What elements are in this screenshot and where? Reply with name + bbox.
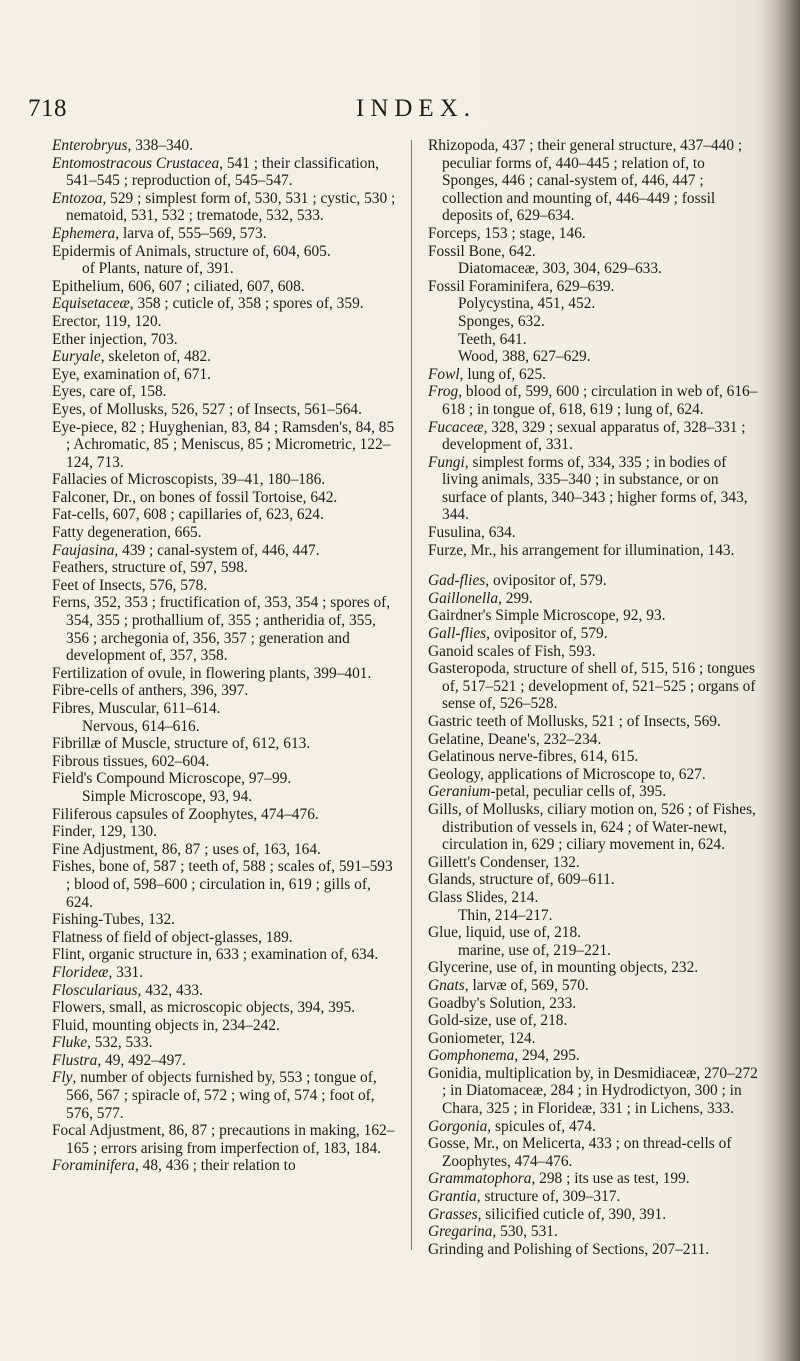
index-entry-heading: Gold-size, use of, 218. (428, 1012, 568, 1030)
index-entry-heading: Fibrous tissues, 602–604. (52, 752, 210, 770)
index-entry (52, 788, 396, 806)
index-entry-heading: Gregarina (428, 1223, 493, 1241)
index-entry (52, 295, 396, 313)
index-entry (428, 660, 764, 713)
index-entry-heading: Flowers, small, as microscopic objects, 394, 395. (52, 999, 356, 1017)
index-entry (52, 999, 396, 1017)
index-entry (52, 190, 396, 225)
index-entry-heading: Feet of Insects, 576, 578. (52, 576, 208, 594)
index-entry (428, 1223, 764, 1241)
index-entry (428, 366, 764, 384)
index-entry-heading: Fishing-Tubes, 132. (52, 911, 176, 929)
index-entry (428, 643, 764, 661)
index-entry-heading: marine, use of, 219–221. (458, 941, 612, 959)
index-entry-heading: Flint, organic structure in, 633 ; examination of, 634. (52, 946, 379, 964)
index-entry-heading: Rhizopoda, 437 ; their general structure, 437–440 ; peculiar forms of, 440–445 ; relation of, to Sponges, 446 ; canal-system of, 446, 447 ; collection and mounting of, 446–449 ; fossil deposits of, 629–634. (428, 137, 743, 225)
index-entry (428, 524, 764, 542)
index-entry-heading: Gastric teeth of Mollusks, 521 ; of Insects, 569. (428, 713, 721, 730)
index-entry (428, 1065, 764, 1118)
index-entry (52, 524, 396, 542)
index-entry-references: , simplest forms of, 334, 335 ; in bodies of living animals, 335–340 ; in substance, or on surface of plants, 340–343 ; higher forms of, 343, 344. (442, 453, 748, 524)
index-entry (428, 748, 764, 766)
index-entry-heading: Glass Slides, 214. (428, 888, 539, 906)
index-entry (52, 366, 396, 384)
index-entry (428, 942, 764, 960)
index-entry-heading: Gnats (428, 976, 465, 994)
index-entry-heading: Eyes, of Mollusks, 526, 527 ; of Insects, 561–564. (52, 400, 362, 418)
index-entry-heading: Grantia (428, 1188, 477, 1206)
index-entry (52, 665, 396, 683)
index-entry-heading: Gorgonia (428, 1117, 488, 1135)
index-entry (52, 1034, 396, 1052)
index-entry-heading: Gad-flies (428, 572, 486, 590)
index-entry (428, 419, 764, 454)
index-entry-heading: Entomostracous Crustacea (52, 154, 220, 172)
index-entry-heading: Forceps, 153 ; stage, 146. (428, 224, 586, 242)
index-entry-heading: Goadby's Solution, 233. (428, 994, 577, 1012)
index-entry (52, 489, 396, 507)
index-entry-heading: Gasteropoda, structure of shell of, 515, 516 ; tongues of, 517–521 ; development of, 521–525 ; organs of sense of, 526–528. (428, 660, 756, 713)
index-entry (52, 1017, 396, 1035)
index-entry-heading: of Plants, nature of, 391. (82, 260, 234, 278)
index-entry-heading: Gills, of Mollusks, ciliary motion on, 526 ; of Fishes, distribution of vessels in, 624 ; of Water-newt, circulation in, 629 ; ciliary movement in, 624. (428, 800, 756, 854)
index-entry (428, 1118, 764, 1136)
index-entry-heading: Gillett's Condenser, 132. (428, 853, 580, 871)
index-entry (52, 506, 396, 524)
index-entry-heading: Ganoid scales of Fish, 593. (428, 642, 596, 660)
index-column-left (52, 137, 396, 1175)
index-entry (52, 348, 396, 366)
index-entry-references: , 49, 492–497. (97, 1051, 186, 1069)
index-entry (52, 806, 396, 824)
index-entry-references: , ovipositor of, 579. (486, 625, 608, 643)
index-entry (52, 911, 396, 929)
index-entry (52, 155, 396, 190)
index-entry-references: , 299. (498, 589, 533, 607)
index-entry-references: , 298 ; its use as test, 199. (531, 1170, 690, 1188)
index-entry (52, 313, 396, 331)
index-entry-heading: Flustra (52, 1051, 98, 1069)
index-entry (428, 766, 764, 784)
index-entry-heading: Gelatinous nerve-fibres, 614, 615. (428, 748, 639, 766)
index-entry-heading: Ether injection, 703. (52, 330, 178, 348)
index-entry (428, 854, 764, 872)
index-entry-heading: Focal Adjustment, 86, 87 ; precautions in making, 162–165 ; errors arising from imperfection of, 183, 184. (52, 1122, 395, 1157)
index-entry-references: , larvæ of, 569, 570. (464, 976, 589, 994)
index-entry (428, 1241, 764, 1259)
index-entry-heading: Geranium (428, 783, 491, 801)
index-entry (52, 1052, 396, 1070)
index-entry-heading: Gelatine, Deane's, 232–234. (428, 730, 602, 748)
index-entry-heading: Fossil Bone, 642. (428, 242, 536, 260)
index-entry-heading: Entozoa (52, 189, 103, 207)
index-entry-references: , spicules of, 474. (487, 1117, 596, 1135)
index-entry-heading: Fertilization of ovule, in flowering plants, 399–401. (52, 664, 372, 682)
index-entry-heading: Wood, 388, 627–629. (458, 348, 591, 366)
index-entry-heading: Fallacies of Microscopists, 39–41, 180–186. (52, 471, 326, 489)
index-entry-heading: Simple Microscope, 93, 94. (82, 787, 253, 805)
index-entry-heading: Grinding and Polishing of Sections, 207–211. (428, 1240, 710, 1258)
index-entry (428, 331, 764, 349)
index-entry-references: , ovipositor of, 579. (485, 572, 607, 590)
index-entry-heading: Fowl (428, 365, 460, 383)
index-entry (52, 1122, 396, 1157)
index-entry (52, 278, 396, 296)
index-entry-heading: Fluke (52, 1034, 88, 1052)
index-entry (428, 607, 764, 625)
index-entry-heading: Eye-piece, 82 ; Huyghenian, 83, 84 ; Ramsden's, 84, 85 ; Achromatic, 85 ; Meniscus, 85 ; Micrometric, 122–124, 713. (52, 418, 395, 471)
index-entry (428, 995, 764, 1013)
index-entry (428, 1012, 764, 1030)
index-entry (428, 542, 764, 560)
index-entry (52, 559, 396, 577)
index-entry (52, 964, 396, 982)
index-entry (52, 1157, 396, 1175)
index-entry-references: , 439 ; canal-system of, 446, 447. (114, 541, 320, 559)
index-entry-heading: Fishes, bone of, 587 ; teeth of, 588 ; scales of, 591–593 ; blood of, 598–600 ; circulation in, 619 ; gills of, 624. (52, 858, 393, 911)
index-entry-heading: Polycystina, 451, 452. (458, 295, 596, 313)
index-entry-heading: Falconer, Dr., on bones of fossil Tortoise, 642. (52, 488, 338, 506)
index-entry (428, 801, 764, 854)
index-entry (52, 260, 396, 278)
index-entry-references: , lung of, 625. (459, 365, 546, 383)
index-entry (428, 295, 764, 313)
index-entry-heading: Gosse, Mr., on Melicerta, 433 ; on thread-cells of Zoophytes, 474–476. (428, 1135, 732, 1170)
page-number: 718 (28, 95, 67, 122)
index-entry-heading: Equisetaceæ (52, 295, 130, 313)
index-entry (52, 1069, 396, 1122)
index-entry (52, 753, 396, 771)
index-entry-heading: Goniometer, 124. (428, 1029, 536, 1047)
index-entry-heading: Flosculariaus (52, 981, 138, 999)
index-entry (428, 959, 764, 977)
index-entry-heading: Ephemera (52, 224, 116, 242)
index-entry-heading: Finder, 129, 130. (52, 823, 157, 841)
index-entry-references: , larva of, 555–569, 573. (115, 224, 267, 242)
index-entry-references: , 294, 295. (514, 1047, 580, 1065)
index-entry-heading: Grammatophora (428, 1170, 532, 1188)
index-entry (52, 770, 396, 788)
index-entry (428, 225, 764, 243)
index-entry-references: , 328, 329 ; sexual apparatus of, 328–331 ; development of, 331. (442, 418, 746, 454)
index-column-right (428, 137, 764, 1258)
index-entry-references: , 530, 531. (492, 1223, 558, 1241)
index-entry-references: , 432, 433. (137, 981, 203, 999)
index-entry-heading: Fibres, Muscular, 611–614. (52, 700, 221, 717)
index-entry-references: , 358 ; cuticle of, 358 ; spores of, 359. (129, 295, 364, 313)
index-entry-references: , blood of, 599, 600 ; circulation in web of, 616–618 ; in tongue of, 618, 619 ; lung of, 624. (442, 383, 758, 418)
index-entry (428, 731, 764, 749)
index-entry-heading: Fusulina, 634. (428, 524, 516, 542)
index-entry (428, 1170, 764, 1188)
index-entry-heading: Teeth, 641. (458, 330, 527, 348)
index-entry-references: , 48, 436 ; their relation to (134, 1157, 296, 1175)
index-entry (428, 590, 764, 608)
index-entry (428, 1135, 764, 1170)
index-entry (52, 823, 396, 841)
index-entry-heading: Flatness of field of object-glasses, 189. (52, 928, 293, 946)
index-entry (52, 682, 396, 700)
index-entry-heading: Eyes, care of, 158. (52, 383, 167, 401)
index-entry-references: , silicified cuticle of, 390, 391. (477, 1205, 667, 1223)
index-entry (428, 713, 764, 731)
index-entry-heading: Feathers, structure of, 597, 598. (52, 559, 248, 577)
index-entry-heading: Faujasina (52, 541, 115, 559)
index-entry-heading: Fine Adjustment, 86, 87 ; uses of, 163, 164. (52, 840, 321, 858)
index-entry-references: -petal, peculiar cells of, 395. (490, 783, 667, 801)
index-entry (52, 700, 396, 718)
index-entry-heading: Gall-flies (428, 625, 487, 643)
index-entry (52, 419, 396, 472)
index-entry (52, 577, 396, 595)
index-entry (52, 718, 396, 736)
index-entry (52, 929, 396, 947)
index-entry (52, 225, 396, 243)
index-entry-heading: Glue, liquid, use of, 218. (428, 924, 582, 942)
index-entry-heading: Enterobryus (52, 137, 128, 154)
index-entry (428, 383, 764, 418)
index-entry (52, 858, 396, 911)
index-entry (428, 907, 764, 925)
index-entry-heading: Fibre-cells of anthers, 396, 397. (52, 682, 249, 700)
index-entry-references: , 532, 533. (87, 1034, 153, 1052)
index-entry (52, 383, 396, 401)
index-entry-heading: Florideæ (52, 963, 109, 981)
index-entry (428, 783, 764, 801)
index-entry-heading: Epidermis of Animals, structure of, 604, 605. (52, 242, 331, 260)
index-entry (428, 625, 764, 643)
index-entry-heading: Fly (52, 1069, 73, 1087)
index-entry (428, 924, 764, 942)
index-entry (428, 889, 764, 907)
index-entry (52, 243, 396, 261)
index-entry-heading: Field's Compound Microscope, 97–99. (52, 770, 292, 788)
index-entry (52, 946, 396, 964)
index-entry (428, 977, 764, 995)
index-entry (52, 471, 396, 489)
index-entry-heading: Gaillonella (428, 589, 499, 607)
index-entry-heading: Glycerine, use of, in mounting objects, 232. (428, 959, 699, 977)
index-entry-heading: Fat-cells, 607, 608 ; capillaries of, 623, 624. (52, 506, 324, 524)
index-entry (428, 1047, 764, 1065)
index-entry-heading: Furze, Mr., his arrangement for illumination, 143. (428, 541, 735, 559)
index-entry (52, 735, 396, 753)
index-entry-heading: Diatomaceæ, 303, 304, 629–633. (458, 260, 662, 278)
index-entry-heading: Nervous, 614–616. (82, 717, 200, 735)
index-entry (428, 1188, 764, 1206)
index-entry (52, 401, 396, 419)
index-entry (52, 331, 396, 349)
index-entry (428, 313, 764, 331)
index-entry-heading: Fluid, mounting objects in, 234–242. (52, 1016, 280, 1034)
index-entry (428, 1030, 764, 1048)
index-entry-heading: Eye, examination of, 671. (52, 365, 211, 383)
index-entry-references: , number of objects furnished by, 553 ; tongue of, 566, 567 ; spiracle of, 572 ; wing of, 574 ; foot of, 576, 577. (66, 1069, 377, 1122)
column-divider (411, 140, 412, 1250)
index-entry (52, 542, 396, 560)
index-entry (428, 871, 764, 889)
index-entry (428, 1206, 764, 1224)
index-entry (52, 982, 396, 1000)
index-entry-heading: Fatty degeneration, 665. (52, 524, 202, 542)
index-entry (428, 278, 764, 296)
index-entry-references: , skeleton of, 482. (100, 348, 212, 366)
index-entry-heading: Gairdner's Simple Microscope, 92, 93. (428, 607, 666, 625)
index-entry-heading: Fucaceæ (428, 418, 484, 436)
index-entry-heading: Geology, applications of Microscope to, 627. (428, 765, 706, 783)
index-entry (52, 137, 396, 155)
index-entry-references: , 338–340. (127, 137, 193, 154)
index-entry-heading: Gonidia, multiplication by, in Desmidiaceæ, 270–272 ; in Diatomaceæ, 284 ; in Hydrodictyon, 300 ; in Chara, 325 ; in Florideæ, 331 ; in Lichens, 333. (428, 1064, 758, 1118)
index-entry-heading: Fossil Foraminifera, 629–639. (428, 277, 615, 295)
index-entry-heading: Euryale (52, 348, 101, 366)
index-entry-references: , 541 ; their classification, 541–545 ; reproduction of, 545–547. (66, 154, 380, 190)
index-entry-heading: Foraminifera (52, 1157, 135, 1175)
index-entry (428, 572, 764, 590)
index-entry-references: , 331. (108, 963, 144, 981)
index-entry-heading: Fibrillæ of Muscle, structure of, 612, 613. (52, 735, 311, 753)
index-entry (428, 137, 764, 225)
running-head: INDEX. (356, 95, 477, 122)
index-entry-references: , structure of, 309–317. (476, 1188, 621, 1206)
index-entry (52, 841, 396, 859)
index-entry-heading: Erector, 119, 120. (52, 312, 162, 330)
page-edge-shadow (758, 0, 800, 1361)
index-entry-heading: Epithelium, 606, 607 ; ciliated, 607, 608. (52, 277, 305, 295)
index-entry-heading: Frog (428, 383, 459, 401)
index-entry (428, 243, 764, 261)
index-entry-heading: Glands, structure of, 609–611. (428, 871, 615, 889)
index-entry-heading: Gomphonema (428, 1047, 515, 1065)
index-entry-heading: Filiferous capsules of Zoophytes, 474–476. (52, 805, 319, 823)
index-entry (428, 348, 764, 366)
index-entry-heading: Grasses (428, 1205, 478, 1223)
index-entry (428, 260, 764, 278)
index-entry-heading: Ferns, 352, 353 ; fructification of, 353, 354 ; spores of, 354, 355 ; prothallium of, 355 ; antheridia of, 355, 356 ; archegonia of, 356, 357 ; generation and development of, 357, 358. (52, 594, 391, 665)
index-entry-heading: Thin, 214–217. (458, 906, 553, 924)
index-entry (52, 594, 396, 664)
index-entry-heading: Fungi (428, 453, 465, 471)
index-entry (428, 454, 764, 524)
index-entry-heading: Sponges, 632. (458, 312, 545, 330)
index-entry-references: , 529 ; simplest form of, 530, 531 ; cystic, 530 ; nematoid, 531, 532 ; trematode, 532, 533. (66, 189, 396, 225)
